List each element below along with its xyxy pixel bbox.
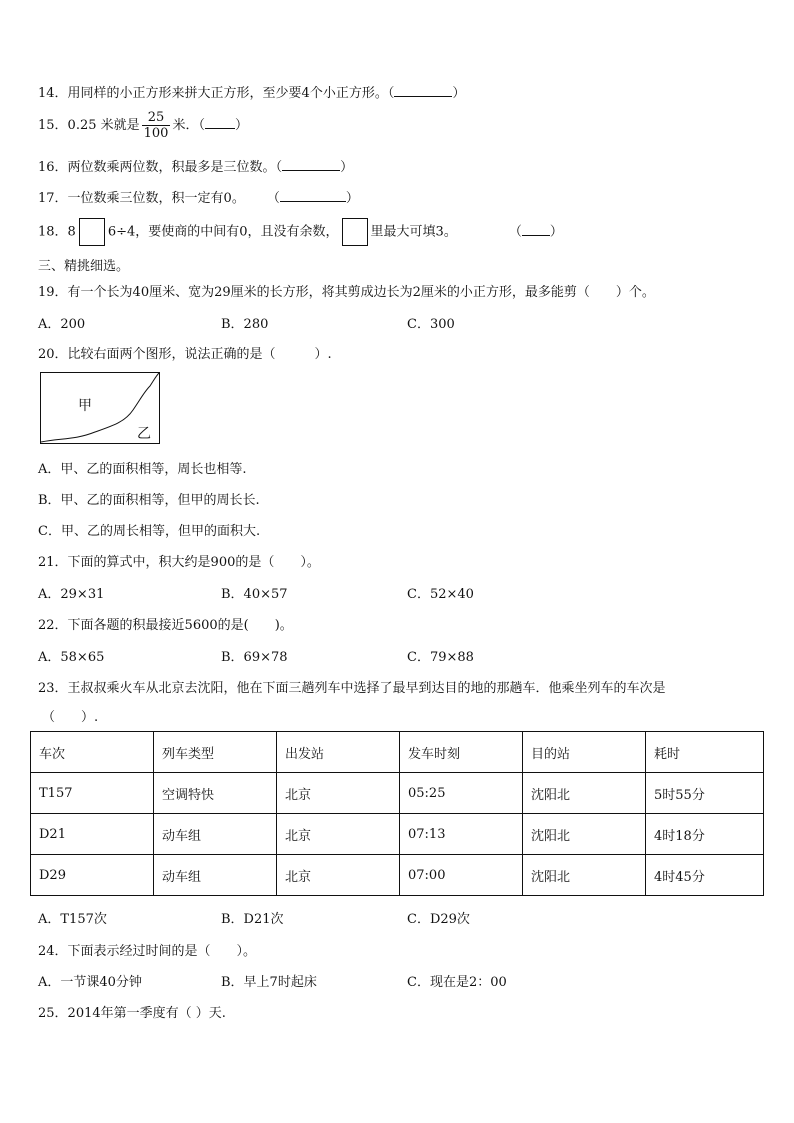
column-header: 车次 bbox=[31, 732, 154, 773]
option-a[interactable]: A．甲、乙的面积相等，周长也相等. bbox=[38, 462, 247, 477]
option-c[interactable]: C．甲、乙的周长相等，但甲的面积大. bbox=[38, 524, 261, 539]
table-cell: 空调特快 bbox=[154, 773, 277, 814]
answer-blank[interactable] bbox=[394, 84, 452, 97]
table-header-row bbox=[31, 732, 764, 773]
option-a[interactable]: A．200 bbox=[38, 317, 86, 332]
fraction bbox=[142, 110, 171, 141]
train-schedule-table bbox=[30, 731, 764, 896]
question-text: 有一个长为40厘米、宽为29厘米的长方形，将其剪成边长为2厘米的小正方形，最多能剪（ ）个。 bbox=[67, 285, 655, 300]
column-header: 出发站 bbox=[277, 732, 400, 773]
table-cell: 07:00 bbox=[400, 855, 523, 896]
option-b[interactable]: B．甲、乙的面积相等，但甲的周长长. bbox=[38, 493, 260, 508]
question-number: 19． bbox=[38, 285, 68, 300]
table-row bbox=[31, 814, 764, 855]
table-cell: 4时18分 bbox=[646, 814, 764, 855]
option-a[interactable]: A．一节课40分钟 bbox=[38, 975, 142, 990]
table-cell: 动车组 bbox=[154, 855, 277, 896]
table-cell: 沈阳北 bbox=[523, 814, 646, 855]
question-number: 17． bbox=[38, 191, 68, 206]
answer-blank[interactable] bbox=[205, 116, 235, 129]
option-b[interactable]: B．早上7时起床 bbox=[221, 975, 317, 990]
fraction-numerator: 25 bbox=[142, 110, 171, 126]
question-number: 14． bbox=[38, 86, 68, 101]
table-cell: 沈阳北 bbox=[523, 855, 646, 896]
option-b[interactable]: B．40×57 bbox=[221, 587, 288, 602]
section-heading: 三、精挑细选。 bbox=[38, 259, 130, 274]
table-cell: D21 bbox=[31, 814, 154, 855]
option-c[interactable]: C．52×40 bbox=[407, 587, 474, 602]
question-23 bbox=[38, 677, 666, 696]
table-cell: 北京 bbox=[277, 773, 400, 814]
table-cell: D29 bbox=[31, 855, 154, 896]
option-b[interactable]: B．D21次 bbox=[221, 912, 284, 927]
question-number: 16． bbox=[38, 160, 68, 175]
question-15: 15．0.25 米就是 $\frac{25}{100}$ 米．（ ） bbox=[38, 110, 248, 141]
column-header: 列车类型 bbox=[154, 732, 277, 773]
question-24 bbox=[38, 940, 256, 959]
question-17: 17．一位数乘三位数，积一定有0。 （ ） bbox=[38, 191, 359, 206]
column-header: 发车时刻 bbox=[400, 732, 523, 773]
question-text: 下面的算式中，积大约是900的是（ ）。 bbox=[67, 555, 320, 570]
question-number: 18． bbox=[38, 224, 68, 240]
question-21 bbox=[38, 551, 320, 570]
question-22 bbox=[38, 614, 293, 633]
table-row bbox=[31, 855, 764, 896]
answer-blank[interactable] bbox=[282, 158, 340, 171]
option-a[interactable]: A．29×31 bbox=[38, 587, 105, 602]
question-number: 24． bbox=[38, 944, 68, 959]
table-cell: T157 bbox=[31, 773, 154, 814]
question-number: 20． bbox=[38, 347, 68, 362]
question-text: 2014年第一季度有（ ）天. bbox=[67, 1006, 226, 1021]
fraction-denominator: 100 bbox=[143, 126, 169, 141]
option-c[interactable]: C．79×88 bbox=[407, 650, 474, 665]
shape-comparison-figure bbox=[40, 372, 160, 444]
table-cell: 北京 bbox=[277, 814, 400, 855]
question-text: 一位数乘三位数，积一定有0。 bbox=[67, 191, 245, 206]
table-cell: 4时45分 bbox=[646, 855, 764, 896]
option-b[interactable]: B．280 bbox=[221, 317, 269, 332]
table-cell: 05:25 bbox=[400, 773, 523, 814]
table-cell: 5时55分 bbox=[646, 773, 764, 814]
option-c[interactable]: C．300 bbox=[407, 317, 455, 332]
option-c[interactable]: C．D29次 bbox=[407, 912, 470, 927]
question-number: 25． bbox=[38, 1006, 68, 1021]
question-23-blank: （ ）. bbox=[42, 710, 99, 725]
question-number: 23． bbox=[38, 681, 68, 696]
table-cell: 沈阳北 bbox=[523, 773, 646, 814]
question-16: 16．两位数乘两位数，积最多是三位数。（ ） bbox=[38, 160, 354, 175]
question-25 bbox=[38, 1002, 226, 1021]
question-number: 21． bbox=[38, 555, 68, 570]
question-18: 18．8 6÷4，要使商的中间有0，且没有余数， 里最大可填3。 （ ） bbox=[38, 218, 563, 246]
question-text: 下面各题的积最接近5600的是( )。 bbox=[67, 618, 293, 633]
question-text: 下面表示经过时间的是（ ）。 bbox=[67, 944, 257, 959]
table-cell: 07:13 bbox=[400, 814, 523, 855]
question-text: 比较右面两个图形，说法正确的是（ ）. bbox=[67, 347, 332, 362]
question-text: 用同样的小正方形来拼大正方形，至少要4个小正方形。 bbox=[67, 86, 388, 101]
option-a[interactable]: A．58×65 bbox=[38, 650, 105, 665]
question-19 bbox=[38, 281, 655, 300]
option-b[interactable]: B．69×78 bbox=[221, 650, 288, 665]
answer-blank[interactable] bbox=[280, 189, 346, 202]
question-text: 王叔叔乘火车从北京去沈阳，他在下面三趟列车中选择了最早到达目的地的那趟车．他乘坐列车的车次是 bbox=[67, 681, 666, 696]
option-a[interactable]: A．T157次 bbox=[38, 912, 107, 927]
question-number: 15． bbox=[38, 118, 68, 133]
table-cell: 动车组 bbox=[154, 814, 277, 855]
question-20 bbox=[38, 343, 332, 362]
question-14: 14．用同样的小正方形来拼大正方形，至少要4个小正方形。（ ） bbox=[38, 86, 466, 101]
table-cell: 北京 bbox=[277, 855, 400, 896]
answer-blank[interactable] bbox=[522, 223, 550, 236]
question-text: 两位数乘两位数，积最多是三位数。 bbox=[67, 160, 276, 175]
label-jia: 甲 bbox=[78, 398, 92, 414]
column-header: 目的站 bbox=[523, 732, 646, 773]
column-header: 耗时 bbox=[646, 732, 764, 773]
digit-box[interactable] bbox=[79, 218, 105, 246]
label-yi: 乙 bbox=[137, 426, 151, 442]
table-row bbox=[31, 773, 764, 814]
digit-box[interactable] bbox=[342, 218, 368, 246]
question-number: 22． bbox=[38, 618, 68, 633]
option-c[interactable]: C．现在是2：00 bbox=[407, 975, 507, 990]
